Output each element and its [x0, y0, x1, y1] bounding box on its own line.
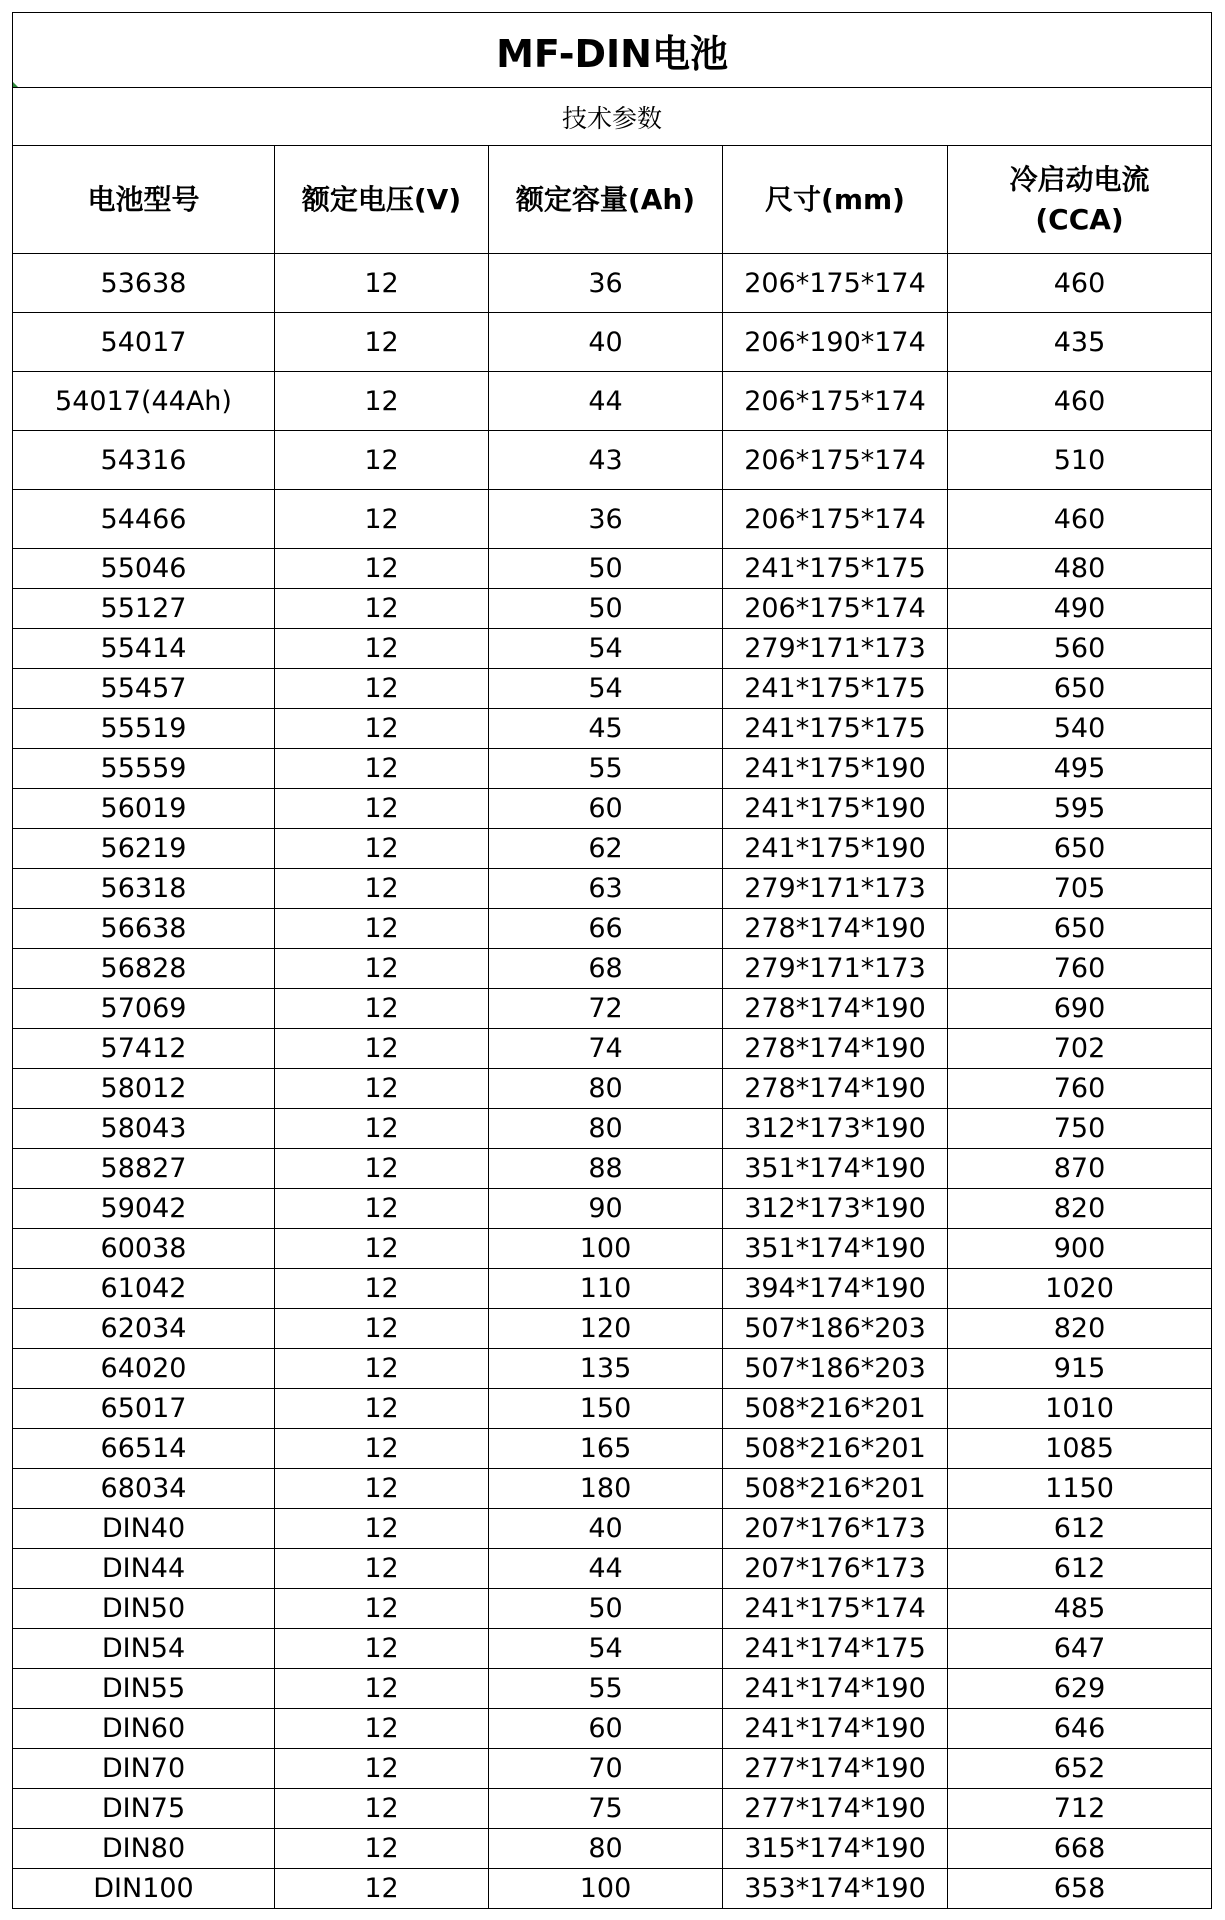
cell-model[interactable]: 54316	[13, 431, 275, 490]
cell-cca[interactable]: 435	[948, 313, 1212, 372]
cell-marker-icon	[13, 81, 20, 88]
cell-size[interactable]: 241*175*175	[723, 669, 948, 709]
cell-voltage[interactable]: 12	[275, 1189, 489, 1229]
cell-cca[interactable]: 900	[948, 1229, 1212, 1269]
cell-model[interactable]: 58043	[13, 1109, 275, 1149]
cell-capacity[interactable]: 90	[489, 1189, 723, 1229]
cell-capacity[interactable]: 75	[489, 1789, 723, 1829]
cell-size[interactable]: 507*186*203	[723, 1309, 948, 1349]
table-row	[13, 1069, 1212, 1109]
header-label: 电池型号	[87, 182, 200, 216]
cell-capacity[interactable]: 120	[489, 1309, 723, 1349]
table-row	[13, 1149, 1212, 1189]
cell-capacity[interactable]: 110	[489, 1269, 723, 1309]
header-cell-model[interactable]	[13, 146, 275, 254]
cell-size[interactable]: 315*174*190	[723, 1829, 948, 1869]
cell-capacity[interactable]: 100	[489, 1229, 723, 1269]
cell-capacity[interactable]: 54	[489, 629, 723, 669]
cell-size[interactable]: 206*175*174	[723, 589, 948, 629]
cell-voltage[interactable]: 12	[275, 789, 489, 829]
table-row	[13, 1429, 1212, 1469]
cell-cca[interactable]: 612	[948, 1549, 1212, 1589]
cell-model[interactable]: 59042	[13, 1189, 275, 1229]
table-row	[13, 1029, 1212, 1069]
cell-cca[interactable]: 485	[948, 1589, 1212, 1629]
spec-sheet	[12, 12, 1211, 1908]
cell-capacity[interactable]: 135	[489, 1349, 723, 1389]
cell-size[interactable]: 277*174*190	[723, 1749, 948, 1789]
cell-cca[interactable]: 1150	[948, 1469, 1212, 1509]
cell-size[interactable]: 351*174*190	[723, 1229, 948, 1269]
cell-voltage[interactable]: 12	[275, 949, 489, 989]
cell-size[interactable]: 241*174*190	[723, 1669, 948, 1709]
cell-voltage[interactable]: 12	[275, 1069, 489, 1109]
cell-voltage[interactable]: 12	[275, 1229, 489, 1269]
cell-size[interactable]: 241*175*175	[723, 709, 948, 749]
table-row	[13, 1749, 1212, 1789]
table-row	[13, 989, 1212, 1029]
cell-capacity[interactable]: 50	[489, 1589, 723, 1629]
cell-model[interactable]: 62034	[13, 1309, 275, 1349]
cell-voltage[interactable]: 12	[275, 1549, 489, 1589]
table-row	[13, 549, 1212, 589]
cell-capacity[interactable]: 62	[489, 829, 723, 869]
cell-model[interactable]: DIN44	[13, 1549, 275, 1589]
header-cell-size[interactable]	[723, 146, 948, 254]
header-label: 额定电压(V)	[301, 182, 462, 216]
cell-cca[interactable]: 650	[948, 669, 1212, 709]
cell-voltage[interactable]: 12	[275, 1629, 489, 1669]
cell-cca[interactable]: 712	[948, 1789, 1212, 1829]
cell-cca[interactable]: 495	[948, 749, 1212, 789]
table-title: MF-DIN电池	[496, 31, 728, 76]
cell-capacity[interactable]: 36	[489, 490, 723, 549]
cell-model[interactable]: 56019	[13, 789, 275, 829]
cell-capacity[interactable]: 72	[489, 989, 723, 1029]
cell-cca[interactable]: 460	[948, 490, 1212, 549]
cell-voltage[interactable]: 12	[275, 749, 489, 789]
cell-size[interactable]: 241*175*174	[723, 1589, 948, 1629]
table-row	[13, 1869, 1212, 1909]
cell-model[interactable]: 55127	[13, 589, 275, 629]
cell-cca[interactable]: 820	[948, 1309, 1212, 1349]
cell-model[interactable]: 61042	[13, 1269, 275, 1309]
table-row	[13, 1189, 1212, 1229]
cell-voltage[interactable]: 12	[275, 1309, 489, 1349]
table-row	[13, 254, 1212, 313]
cell-voltage[interactable]: 12	[275, 1429, 489, 1469]
cell-size[interactable]: 207*176*173	[723, 1549, 948, 1589]
cell-size[interactable]: 278*174*190	[723, 909, 948, 949]
cell-size[interactable]: 394*174*190	[723, 1269, 948, 1309]
table-subtitle: 技术参数	[562, 103, 663, 133]
cell-size[interactable]: 241*175*190	[723, 749, 948, 789]
table-row	[13, 589, 1212, 629]
cell-model[interactable]: DIN100	[13, 1869, 275, 1909]
cell-model[interactable]: 54017(44Ah)	[13, 372, 275, 431]
cell-size[interactable]: 206*175*174	[723, 254, 948, 313]
cell-capacity[interactable]: 180	[489, 1469, 723, 1509]
cell-model[interactable]: DIN54	[13, 1629, 275, 1669]
cell-capacity[interactable]: 36	[489, 254, 723, 313]
cell-model[interactable]: 56638	[13, 909, 275, 949]
cell-cca[interactable]: 1010	[948, 1389, 1212, 1429]
cell-voltage[interactable]: 12	[275, 490, 489, 549]
cell-size[interactable]: 206*175*174	[723, 372, 948, 431]
cell-capacity[interactable]: 88	[489, 1149, 723, 1189]
cell-capacity[interactable]: 74	[489, 1029, 723, 1069]
cell-cca[interactable]: 1085	[948, 1429, 1212, 1469]
cell-capacity[interactable]: 50	[489, 549, 723, 589]
cell-size[interactable]: 278*174*190	[723, 989, 948, 1029]
header-label: 尺寸(mm)	[765, 182, 905, 216]
cell-cca[interactable]: 658	[948, 1869, 1212, 1909]
cell-model[interactable]: DIN50	[13, 1589, 275, 1629]
cell-size[interactable]: 206*175*174	[723, 431, 948, 490]
table-row	[13, 1509, 1212, 1549]
table-row	[13, 1469, 1212, 1509]
table-row	[13, 669, 1212, 709]
cell-model[interactable]: 56828	[13, 949, 275, 989]
title-row	[13, 13, 1212, 88]
cell-model[interactable]: 57412	[13, 1029, 275, 1069]
header-cell-voltage[interactable]	[275, 146, 489, 254]
cell-voltage[interactable]: 12	[275, 709, 489, 749]
cell-model[interactable]: 55457	[13, 669, 275, 709]
cell-voltage[interactable]: 12	[275, 1149, 489, 1189]
cell-size[interactable]: 207*176*173	[723, 1509, 948, 1549]
cell-model[interactable]: DIN75	[13, 1789, 275, 1829]
cell-capacity[interactable]: 60	[489, 1709, 723, 1749]
cell-size[interactable]: 206*190*174	[723, 313, 948, 372]
cell-size[interactable]: 312*173*190	[723, 1109, 948, 1149]
cell-cca[interactable]: 870	[948, 1149, 1212, 1189]
cell-voltage[interactable]: 12	[275, 1349, 489, 1389]
cell-voltage[interactable]: 12	[275, 254, 489, 313]
cell-cca[interactable]: 595	[948, 789, 1212, 829]
cell-voltage[interactable]: 12	[275, 549, 489, 589]
cell-voltage[interactable]: 12	[275, 589, 489, 629]
cell-size[interactable]: 279*171*173	[723, 949, 948, 989]
cell-model[interactable]: 68034	[13, 1469, 275, 1509]
cell-capacity[interactable]: 44	[489, 372, 723, 431]
cell-size[interactable]: 278*174*190	[723, 1069, 948, 1109]
cell-capacity[interactable]: 40	[489, 1509, 723, 1549]
cell-model[interactable]: 60038	[13, 1229, 275, 1269]
cell-size[interactable]: 279*171*173	[723, 629, 948, 669]
cell-voltage[interactable]: 12	[275, 629, 489, 669]
cell-model[interactable]: DIN80	[13, 1829, 275, 1869]
cell-model[interactable]: 54017	[13, 313, 275, 372]
cell-cca[interactable]: 647	[948, 1629, 1212, 1669]
cell-model[interactable]: 54466	[13, 490, 275, 549]
cell-voltage[interactable]: 12	[275, 1469, 489, 1509]
cell-capacity[interactable]: 150	[489, 1389, 723, 1429]
cell-capacity[interactable]: 54	[489, 669, 723, 709]
cell-cca[interactable]: 820	[948, 1189, 1212, 1229]
cell-voltage[interactable]: 12	[275, 909, 489, 949]
cell-model[interactable]: 57069	[13, 989, 275, 1029]
spec-table	[12, 12, 1212, 1909]
cell-capacity[interactable]: 68	[489, 949, 723, 989]
cell-model[interactable]: 55559	[13, 749, 275, 789]
cell-voltage[interactable]: 12	[275, 829, 489, 869]
table-row	[13, 909, 1212, 949]
cell-voltage[interactable]: 12	[275, 372, 489, 431]
cell-cca[interactable]: 629	[948, 1669, 1212, 1709]
cell-capacity[interactable]: 165	[489, 1429, 723, 1469]
cell-capacity[interactable]: 80	[489, 1829, 723, 1869]
cell-model[interactable]: DIN40	[13, 1509, 275, 1549]
cell-voltage[interactable]: 12	[275, 869, 489, 909]
cell-model[interactable]: 66514	[13, 1429, 275, 1469]
cell-cca[interactable]: 490	[948, 589, 1212, 629]
table-row	[13, 1229, 1212, 1269]
cell-size[interactable]: 507*186*203	[723, 1349, 948, 1389]
cell-size[interactable]: 241*175*175	[723, 549, 948, 589]
subtitle-row	[13, 88, 1212, 146]
cell-voltage[interactable]: 12	[275, 1669, 489, 1709]
table-row	[13, 789, 1212, 829]
cell-capacity[interactable]: 55	[489, 1669, 723, 1709]
cell-cca[interactable]: 760	[948, 1069, 1212, 1109]
cell-model[interactable]: 56219	[13, 829, 275, 869]
cell-model[interactable]: 58827	[13, 1149, 275, 1189]
cell-size[interactable]: 241*175*190	[723, 829, 948, 869]
cell-cca[interactable]: 650	[948, 829, 1212, 869]
cell-size[interactable]: 508*216*201	[723, 1389, 948, 1429]
cell-capacity[interactable]: 55	[489, 749, 723, 789]
cell-size[interactable]: 277*174*190	[723, 1789, 948, 1829]
cell-voltage[interactable]: 12	[275, 1749, 489, 1789]
cell-size[interactable]: 353*174*190	[723, 1869, 948, 1909]
cell-capacity[interactable]: 63	[489, 869, 723, 909]
cell-voltage[interactable]: 12	[275, 1269, 489, 1309]
table-row	[13, 1349, 1212, 1389]
cell-capacity[interactable]: 70	[489, 1749, 723, 1789]
cell-capacity[interactable]: 43	[489, 431, 723, 490]
cell-size[interactable]: 241*174*175	[723, 1629, 948, 1669]
cell-cca[interactable]: 612	[948, 1509, 1212, 1549]
table-row	[13, 1589, 1212, 1629]
cell-capacity[interactable]: 40	[489, 313, 723, 372]
cell-capacity[interactable]: 44	[489, 1549, 723, 1589]
table-row	[13, 313, 1212, 372]
cell-size[interactable]: 508*216*201	[723, 1469, 948, 1509]
header-cell-cca[interactable]	[948, 146, 1212, 254]
cell-cca[interactable]: 702	[948, 1029, 1212, 1069]
cell-model[interactable]: 65017	[13, 1389, 275, 1429]
cell-cca[interactable]: 652	[948, 1749, 1212, 1789]
cell-cca[interactable]: 650	[948, 909, 1212, 949]
cell-capacity[interactable]: 54	[489, 1629, 723, 1669]
cell-voltage[interactable]: 12	[275, 989, 489, 1029]
table-row	[13, 1269, 1212, 1309]
cell-voltage[interactable]: 12	[275, 669, 489, 709]
cell-cca[interactable]: 705	[948, 869, 1212, 909]
cell-voltage[interactable]: 12	[275, 1789, 489, 1829]
cell-capacity[interactable]: 100	[489, 1869, 723, 1909]
cell-model[interactable]: 56318	[13, 869, 275, 909]
table-row	[13, 749, 1212, 789]
cell-model[interactable]: 55414	[13, 629, 275, 669]
cell-voltage[interactable]: 12	[275, 1829, 489, 1869]
cell-model[interactable]: DIN55	[13, 1669, 275, 1709]
table-row	[13, 372, 1212, 431]
cell-voltage[interactable]: 12	[275, 431, 489, 490]
table-row	[13, 629, 1212, 669]
cell-size[interactable]: 351*174*190	[723, 1149, 948, 1189]
cell-model[interactable]: 53638	[13, 254, 275, 313]
cell-voltage[interactable]: 12	[275, 1589, 489, 1629]
table-title-cell[interactable]	[13, 13, 1212, 88]
cell-cca[interactable]: 668	[948, 1829, 1212, 1869]
header-label-line2: (CCA)	[1035, 202, 1124, 236]
cell-size[interactable]: 241*174*190	[723, 1709, 948, 1749]
cell-cca[interactable]: 690	[948, 989, 1212, 1029]
cell-cca[interactable]: 540	[948, 709, 1212, 749]
cell-cca[interactable]: 510	[948, 431, 1212, 490]
cell-cca[interactable]: 560	[948, 629, 1212, 669]
table-row	[13, 490, 1212, 549]
header-label: 额定容量(Ah)	[515, 182, 696, 216]
table-row	[13, 1709, 1212, 1749]
table-row	[13, 1109, 1212, 1149]
header-row	[13, 146, 1212, 254]
cell-cca[interactable]: 1020	[948, 1269, 1212, 1309]
table-row	[13, 1789, 1212, 1829]
cell-size[interactable]: 241*175*190	[723, 789, 948, 829]
cell-voltage[interactable]: 12	[275, 1389, 489, 1429]
cell-cca[interactable]: 915	[948, 1349, 1212, 1389]
cell-size[interactable]: 206*175*174	[723, 490, 948, 549]
table-row	[13, 949, 1212, 989]
cell-capacity[interactable]: 80	[489, 1109, 723, 1149]
table-row	[13, 709, 1212, 749]
cell-capacity[interactable]: 66	[489, 909, 723, 949]
table-row	[13, 1309, 1212, 1349]
cell-capacity[interactable]: 50	[489, 589, 723, 629]
cell-model[interactable]: 58012	[13, 1069, 275, 1109]
cell-model[interactable]: DIN60	[13, 1709, 275, 1749]
cell-size[interactable]: 279*171*173	[723, 869, 948, 909]
cell-model[interactable]: 55046	[13, 549, 275, 589]
cell-model[interactable]: 64020	[13, 1349, 275, 1389]
table-row	[13, 1389, 1212, 1429]
cell-model[interactable]: DIN70	[13, 1749, 275, 1789]
table-row	[13, 1629, 1212, 1669]
cell-cca[interactable]: 646	[948, 1709, 1212, 1749]
cell-voltage[interactable]: 12	[275, 1029, 489, 1069]
header-cell-capacity[interactable]	[489, 146, 723, 254]
table-row	[13, 829, 1212, 869]
cell-voltage[interactable]: 12	[275, 1709, 489, 1749]
table-row	[13, 1669, 1212, 1709]
table-row	[13, 431, 1212, 490]
cell-capacity[interactable]: 60	[489, 789, 723, 829]
cell-voltage[interactable]: 12	[275, 1509, 489, 1549]
table-row	[13, 1549, 1212, 1589]
table-row	[13, 1829, 1212, 1869]
cell-voltage[interactable]: 12	[275, 313, 489, 372]
cell-size[interactable]: 312*173*190	[723, 1189, 948, 1229]
cell-cca[interactable]: 760	[948, 949, 1212, 989]
cell-size[interactable]: 508*216*201	[723, 1429, 948, 1469]
cell-cca[interactable]: 480	[948, 549, 1212, 589]
header-label: 冷启动电流	[1009, 162, 1150, 196]
cell-cca[interactable]: 460	[948, 372, 1212, 431]
table-row	[13, 869, 1212, 909]
cell-capacity[interactable]: 80	[489, 1069, 723, 1109]
cell-size[interactable]: 278*174*190	[723, 1029, 948, 1069]
cell-cca[interactable]: 750	[948, 1109, 1212, 1149]
cell-voltage[interactable]: 12	[275, 1869, 489, 1909]
cell-cca[interactable]: 460	[948, 254, 1212, 313]
table-subtitle-cell[interactable]	[13, 88, 1212, 146]
cell-voltage[interactable]: 12	[275, 1109, 489, 1149]
cell-model[interactable]: 55519	[13, 709, 275, 749]
cell-capacity[interactable]: 45	[489, 709, 723, 749]
